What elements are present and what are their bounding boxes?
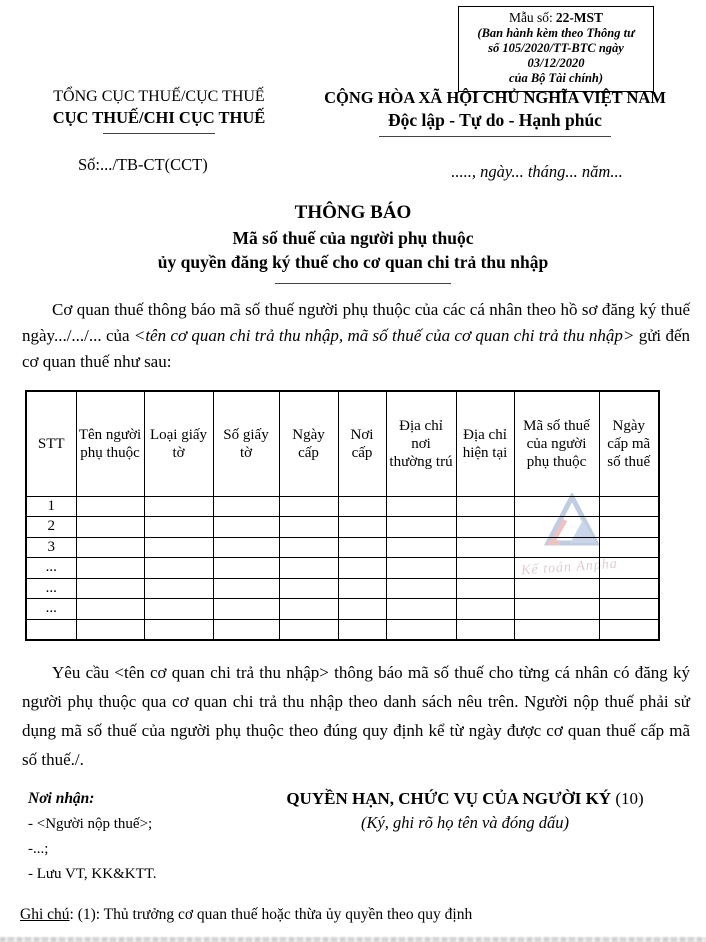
cell-empty: [213, 496, 279, 517]
intro-placeholder-italic: <tên cơ quan chi trả thu nhập, mã số thuế của cơ quan chi trả thu nhập>: [133, 326, 635, 345]
cell-empty: [338, 496, 386, 517]
table-row: [26, 578, 659, 599]
intro-paragraph: [22, 297, 690, 375]
cell-empty: [386, 517, 456, 538]
cell-empty: [279, 599, 338, 620]
cell-empty: [144, 517, 213, 538]
cell-empty: [599, 558, 659, 579]
cell-empty: [514, 599, 599, 620]
footnote-label: Ghi chú: [20, 906, 70, 923]
table-row: [26, 496, 659, 517]
cell-empty: [338, 558, 386, 579]
cell-empty: [76, 496, 144, 517]
cell-empty: [514, 558, 599, 579]
form-number-label: Mẫu số:: [508, 10, 553, 25]
cell-empty: [514, 619, 599, 640]
cell-empty: [514, 578, 599, 599]
watermark-text: Kế toán Anpha: [520, 556, 619, 579]
agency-parent-name: TỔNG CỤC THUẾ/CỤC THUẾ: [53, 88, 265, 105]
recipient-item: - Lưu VT, KK&KTT.: [28, 866, 157, 882]
cell-empty: [599, 578, 659, 599]
cell-empty: [456, 619, 514, 640]
col-header-dependent-name: Tên người phụ thuộc: [76, 391, 144, 496]
page-bottom-cutoff: [0, 937, 706, 942]
document-title-block: [0, 202, 706, 273]
form-issuance-line2: số 105/2020/TT-BTC ngày 03/12/2020: [488, 41, 624, 70]
cell-empty: [144, 558, 213, 579]
cell-empty: [386, 496, 456, 517]
document-subtitle-2: ủy quyền đăng ký thuế cho cơ quan chi trả thu nhập: [157, 252, 549, 272]
signature-instruction: (Ký, ghi rõ họ tên và đóng dấu): [360, 813, 570, 832]
cell-empty: [144, 578, 213, 599]
col-header-dependent-tax-code: Mã số thuế của người phụ thuộc: [514, 391, 599, 496]
cell-empty: [338, 578, 386, 599]
intro-text-2: gửi đến cơ quan thuế như sau:: [22, 326, 690, 371]
form-number-code: 22-MST: [555, 10, 604, 25]
cell-empty: [514, 517, 599, 538]
intro-text-1: Cơ quan thuế thông báo mã số thuế người phụ thuộc của các cá nhân theo hồ sơ đăng ký thuế ngày.../.../... của: [22, 300, 690, 345]
cell-empty: [76, 599, 144, 620]
cell-empty: [456, 558, 514, 579]
form-issuance-line1: (Ban hành kèm theo Thông tư: [477, 26, 635, 40]
recipient-item: -...;: [28, 841, 49, 857]
col-header-tax-code-issue-date: Ngày cấp mã số thuế: [599, 391, 659, 496]
table-header-row: [26, 391, 659, 496]
signer-authority-text: QUYỀN HẠN, CHỨC VỤ CỦA NGƯỜI KÝ: [286, 789, 612, 808]
col-header-issue-date: Ngày cấp: [279, 391, 338, 496]
col-header-current-address: Địa chỉ hiện tại: [456, 391, 514, 496]
col-header-doc-number: Số giấy tờ: [213, 391, 279, 496]
cell-stt: 1: [26, 496, 76, 517]
request-paragraph: Yêu cầu <tên cơ quan chi trả thu nhập> thông báo mã số thuế cho từng cá nhân có đăng ký người phụ thuộc qua cơ quan chi trả thu nhập theo danh sách nêu trên. Người nộp thuế phải sử dụng mã số thuế của người phụ thuộc theo đúng quy định kể từ ngày được cơ quan thuế cấp mã số thuế./.: [22, 663, 690, 769]
cell-empty: [456, 517, 514, 538]
cell-empty: [599, 496, 659, 517]
col-header-issue-place: Nơi cấp: [338, 391, 386, 496]
document-number: Số:.../TB-CT(CCT): [78, 155, 208, 174]
cell-empty: [213, 599, 279, 620]
issuing-agency-header: [18, 88, 300, 134]
footnote-text: : (1): Thủ trưởng cơ quan thuế hoặc thừa ủy quyền theo quy định: [69, 906, 473, 923]
cell-empty: [279, 558, 338, 579]
cell-empty: [456, 537, 514, 558]
agency-name: CỤC THUẾ/CHI CỤC THUẾ: [52, 108, 266, 127]
cell-empty: [338, 599, 386, 620]
form-issuance-line3: của Bộ Tài chính): [508, 71, 604, 85]
document-subtitle-1: Mã số thuế của người phụ thuộc: [232, 228, 474, 248]
cell-empty: [76, 517, 144, 538]
cell-empty: [213, 558, 279, 579]
national-motto: Độc lập - Tự do - Hạnh phúc: [388, 110, 602, 130]
cell-empty: [279, 619, 338, 640]
cell-empty: [213, 517, 279, 538]
cell-empty: [599, 537, 659, 558]
cell-empty: [514, 496, 599, 517]
col-header-stt: STT: [26, 391, 76, 496]
cell-empty: [456, 496, 514, 517]
cell-empty: [599, 599, 659, 620]
cell-empty: [338, 619, 386, 640]
recipients-block: [28, 790, 268, 883]
cell-empty: [144, 599, 213, 620]
cell-empty: [456, 578, 514, 599]
signer-authority-ref: (10): [611, 789, 644, 808]
cell-empty: [279, 517, 338, 538]
footnote: [20, 906, 472, 924]
col-header-doc-type: Loại giấy tờ: [144, 391, 213, 496]
cell-empty: [386, 537, 456, 558]
form-number-line: [461, 10, 651, 26]
cell-empty: [514, 537, 599, 558]
cell-empty: [386, 619, 456, 640]
cell-empty: [386, 599, 456, 620]
recipient-item: - <Người nộp thuế>;: [28, 816, 153, 832]
table-row: [26, 537, 659, 558]
cell-stt: ...: [26, 578, 76, 599]
cell-empty: [338, 537, 386, 558]
cell-empty: [279, 496, 338, 517]
col-header-permanent-address: Địa chỉ nơi thường trú: [386, 391, 456, 496]
agency-header-divider: [103, 133, 215, 134]
place-date-line: ....., ngày... tháng... năm...: [451, 162, 623, 181]
cell-empty: [144, 537, 213, 558]
document-title: THÔNG BÁO: [294, 202, 412, 223]
cell-empty: [76, 558, 144, 579]
table-row: [26, 619, 659, 640]
cell-empty: [386, 558, 456, 579]
cell-stt: ...: [26, 599, 76, 620]
cell-empty: [386, 578, 456, 599]
title-divider: [275, 283, 451, 284]
cell-empty: [213, 537, 279, 558]
cell-empty: [599, 619, 659, 640]
cell-empty: [338, 517, 386, 538]
cell-empty: [213, 578, 279, 599]
national-header-divider: [379, 136, 611, 137]
cell-empty: [76, 578, 144, 599]
signature-block: [250, 789, 680, 833]
cell-empty: [76, 537, 144, 558]
national-title: CỘNG HÒA XÃ HỘI CHỦ NGHĨA VIỆT NAM: [324, 88, 666, 107]
cell-empty: [279, 537, 338, 558]
cell-empty: [144, 619, 213, 640]
national-header: [298, 88, 692, 137]
dependents-table: [25, 390, 660, 641]
recipients-title: Nơi nhận:: [28, 790, 95, 807]
table-row: [26, 558, 659, 579]
signer-authority-heading: [250, 789, 680, 809]
cell-empty: [456, 599, 514, 620]
cell-stt: 3: [26, 537, 76, 558]
cell-empty: [279, 578, 338, 599]
cell-stt: ...: [26, 558, 76, 579]
form-number-box: [458, 6, 654, 92]
cell-stt: [26, 619, 76, 640]
table-row: [26, 599, 659, 620]
cell-empty: [144, 496, 213, 517]
cell-empty: [76, 619, 144, 640]
cell-empty: [599, 517, 659, 538]
table-row: [26, 517, 659, 538]
cell-empty: [213, 619, 279, 640]
cell-stt: 2: [26, 517, 76, 538]
